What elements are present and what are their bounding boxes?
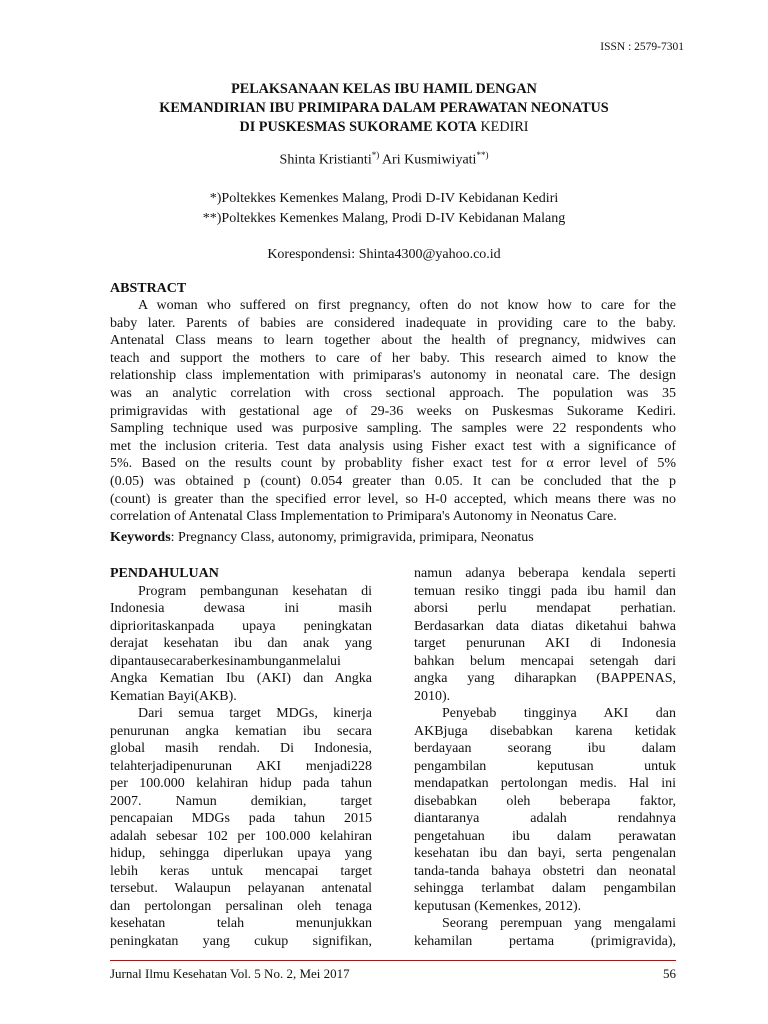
abstract-line: was an analytic correlation with cross sectional approach. The population was 35 xyxy=(110,385,676,401)
title-line-2: KEMANDIRIAN IBU PRIMIPARA DALAM PERAWATAN NEONATUS xyxy=(159,100,609,116)
body-line: diprioritaskanpada upaya peningkatan xyxy=(110,618,372,634)
body-line: temuan resiko tinggi pada ibu hamil dan xyxy=(414,583,676,599)
page-number: 56 xyxy=(663,966,676,981)
body-line: tanda-tanda bahaya obstetri dan neonatal xyxy=(414,863,676,879)
body-line: kehamilan pertama (primigravida), xyxy=(414,933,676,949)
body-line: disebabkan oleh beberapa faktor, xyxy=(414,793,676,809)
affiliations xyxy=(0,189,768,229)
left-column xyxy=(110,565,372,950)
body-line: Penyebab tingginya AKI dan xyxy=(442,706,676,721)
body-line: Seorang perempuan yang mengalami xyxy=(442,916,676,931)
body-line: Angka Kematian Ibu (AKI) dan Angka xyxy=(110,671,372,686)
title-line-3-city: KEDIRI xyxy=(476,119,529,135)
body-line: kesehatan ibu dan bayi, serta pengenalan xyxy=(414,846,676,861)
body-line: dipantausecaraberkesinambunganmelalui xyxy=(110,653,341,669)
abstract-heading: ABSTRACT xyxy=(110,281,187,296)
body-line: tersebut. Walaupun pelayanan antenatal xyxy=(110,881,372,896)
author-1-mark: *) xyxy=(371,150,380,160)
body-line: bahkan belum mencapai setengah dari xyxy=(414,653,676,669)
abstract-line: relationship class implementation with primiparas's autonomy in neonatal care. The design xyxy=(110,368,676,384)
section-heading: PENDAHULUAN xyxy=(110,566,219,581)
body-line: pencapaian MDGs pada tahun 2015 xyxy=(110,811,372,826)
affiliation-1: *)Poltekkes Kemenkes Malang, Prodi D-IV Kebidanan Kediri xyxy=(209,191,559,206)
author-list xyxy=(0,150,768,169)
abstract-line: correlation of Antenatal Class Implementation to Primipara's Autonomy in Neonatus Care. xyxy=(110,509,617,525)
body-line: diantaranya adalah rendahnya xyxy=(414,811,676,826)
body-line: lebih keras untuk mencapai target xyxy=(110,863,372,879)
body-line: adalah sebesar 102 per 100.000 kelahiran xyxy=(110,828,372,844)
abstract-body xyxy=(110,297,676,526)
body-line: pengetahuan ibu dalam perawatan xyxy=(414,828,676,844)
body-line: 2010). xyxy=(414,688,451,704)
body-line: berdayaan seorang ibu dalam xyxy=(414,741,676,756)
body-line: mendapatkan pertolongan medis. Hal ini xyxy=(414,776,676,791)
body-line: derajat kesehatan ibu dan anak yang xyxy=(110,636,372,651)
title-line-1: PELAKSANAAN KELAS IBU HAMIL DENGAN xyxy=(231,81,537,97)
body-line: namun adanya beberapa kendala seperti xyxy=(414,566,676,581)
abstract-line: A woman who suffered on first pregnancy, often do not know how to care for the xyxy=(138,298,676,313)
keywords-label: Keywords xyxy=(110,530,171,545)
body-line: Program pembangunan kesehatan di xyxy=(138,583,372,599)
correspondence: Korespondensi: Shinta4300@yahoo.co.id xyxy=(267,247,501,262)
abstract-line: baby later. Parents of babies are considered inadequate in providing care to the baby. xyxy=(110,315,676,331)
abstract-line: 5%. Based on the results count by probablity fisher exact test for α error level of 5% xyxy=(110,456,676,472)
abstract-line: Antenatal Class means to learn together about the health of pregnancy, midwives can xyxy=(110,333,676,349)
body-line: target penurunan AKI di Indonesia xyxy=(414,636,676,651)
body-line: Berdasarkan data diatas diketahui bahwa xyxy=(414,618,676,634)
author-2-mark: **) xyxy=(476,150,489,160)
abstract-line: Sampling technique used was purposive sampling. The samples were 22 respondents who xyxy=(110,421,676,437)
title-line-3 xyxy=(0,118,768,137)
author-1: Shinta Kristianti xyxy=(279,152,372,168)
body-line: keputusan (Kemenkes, 2012). xyxy=(414,898,582,914)
keywords-text: : Pregnancy Class, autonomy, primigravida, primipara, Neonatus xyxy=(170,530,534,545)
body-line: AKBjuga disebabkan karena ketidak xyxy=(414,723,676,739)
keywords xyxy=(110,530,534,546)
body-line: hidup, sehingga diperlukan upaya yang xyxy=(110,846,372,861)
body-line: dan pertolongan persalinan oleh tenaga xyxy=(110,898,372,914)
issn-label: ISSN : 2579-7301 xyxy=(600,41,684,53)
abstract-line: met the inclusion criteria. Test data analysis using Fisher exact test with a significance of xyxy=(110,438,676,454)
body-line: Dari semua target MDGs, kinerja xyxy=(138,706,372,721)
body-line: Kematian Bayi(AKB). xyxy=(110,688,237,704)
body-line: 2007. Namun demikian, target xyxy=(110,793,372,809)
abstract-line: teach and support the mothers to care of her baby. This research aimed to know the xyxy=(110,350,676,366)
title-line-3-bold: DI PUSKESMAS SUKORAME KOTA xyxy=(239,119,477,135)
abstract-line: primigravidas with gestational age of 29-36 weeks on Puskesmas Sukorame Kediri. xyxy=(110,403,676,419)
body-line: telahterjadipenurunan AKI menjadi228 xyxy=(110,758,372,774)
right-column xyxy=(414,565,676,950)
body-line: peningkatan yang cukup signifikan, xyxy=(110,933,372,949)
body-line: per 100.000 kelahiran hidup pada tahun xyxy=(110,776,372,791)
abstract-line: (count) is greater than the specified error level, so H-0 accepted, which means there was no xyxy=(110,491,676,507)
body-line: Indonesia dewasa ini masih xyxy=(110,601,372,616)
footer-rule xyxy=(110,960,676,961)
journal-citation: Jurnal Ilmu Kesehatan Vol. 5 No. 2, Mei 2017 xyxy=(110,966,350,981)
abstract-line: (0.05) was obtained p (count) 0.054 greater than 0.05. It can be concluded that the p xyxy=(110,473,676,489)
body-line: sehingga terlambat dalam pengambilan xyxy=(414,881,676,896)
body-line: global masih rendah. Di Indonesia, xyxy=(110,741,372,756)
affiliation-2: **)Poltekkes Kemenkes Malang, Prodi D-IV Kebidanan Malang xyxy=(202,211,566,226)
body-line: angka yang diharapkan (BAPPENAS, xyxy=(414,671,676,686)
body-line: kesehatan telah menunjukkan xyxy=(110,916,372,931)
body-line: penurunan angka kematian ibu secara xyxy=(110,723,372,739)
body-line: aborsi perlu mendapat perhatian. xyxy=(414,601,676,616)
author-2: Ari Kusmiwiyati xyxy=(379,152,477,168)
body-line: pengambilan keputusan untuk xyxy=(414,758,676,774)
paper-title xyxy=(0,80,768,137)
